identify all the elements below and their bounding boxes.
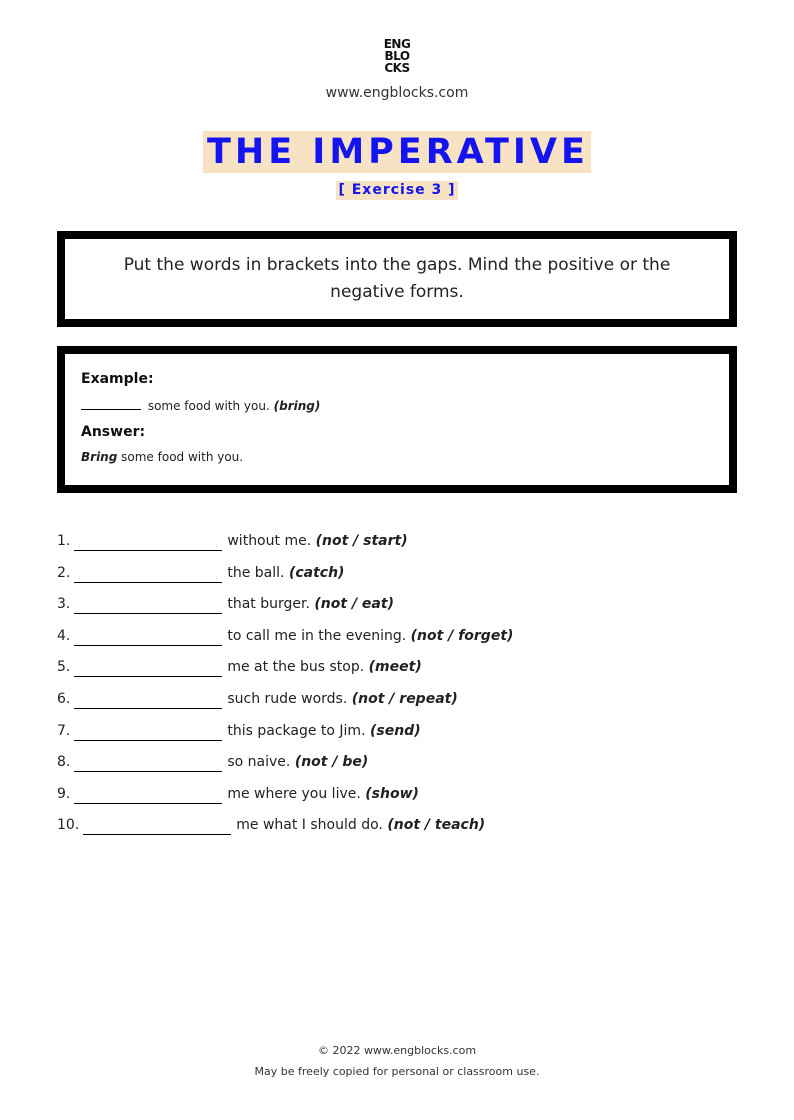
example-label: Example: bbox=[81, 371, 154, 387]
instruction-text: Put the words in brackets into the gaps. Mind the positive or the negative forms. bbox=[123, 255, 671, 302]
item-text: to call me in the evening. bbox=[227, 627, 407, 644]
item-text: the ball. bbox=[227, 564, 285, 581]
engblocks-logo bbox=[0, 38, 794, 74]
answer-blank[interactable] bbox=[74, 595, 222, 614]
item-text: that burger. bbox=[227, 596, 310, 613]
item-number: 4. bbox=[57, 627, 71, 644]
logo-line: ENG bbox=[383, 37, 411, 51]
item-text: this package to Jim. bbox=[227, 722, 366, 739]
item-hint: (not / forget) bbox=[410, 627, 514, 644]
example-box bbox=[57, 346, 737, 493]
example-answer-word: Bring bbox=[81, 450, 118, 464]
item-number: 3. bbox=[57, 596, 71, 613]
site-url[interactable]: www.engblocks.com bbox=[325, 85, 469, 101]
example-question-hint: (bring) bbox=[273, 399, 321, 413]
exercise-item bbox=[57, 626, 737, 658]
subtitle-wrapper bbox=[0, 179, 794, 200]
item-hint: (not / be) bbox=[294, 754, 369, 771]
item-text: me at the bus stop. bbox=[227, 659, 365, 676]
item-number: 7. bbox=[57, 722, 71, 739]
item-hint: (not / teach) bbox=[387, 817, 486, 834]
answer-label: Answer: bbox=[81, 424, 146, 440]
item-hint: (not / repeat) bbox=[351, 690, 458, 707]
example-answer-text: some food with you. bbox=[121, 450, 244, 464]
answer-blank[interactable] bbox=[74, 564, 222, 583]
item-number: 9. bbox=[57, 785, 71, 802]
exercise-item bbox=[57, 721, 737, 753]
exercise-list bbox=[57, 531, 737, 847]
example-answer bbox=[81, 448, 713, 466]
answer-blank[interactable] bbox=[74, 658, 222, 677]
item-number: 5. bbox=[57, 659, 71, 676]
exercise-item bbox=[57, 594, 737, 626]
item-hint: (not / start) bbox=[315, 533, 408, 549]
answer-blank[interactable] bbox=[74, 627, 222, 646]
logo-line: BLO bbox=[384, 49, 410, 63]
exercise-item bbox=[57, 784, 737, 816]
item-hint: (meet) bbox=[368, 659, 422, 676]
item-number: 2. bbox=[57, 564, 71, 581]
footer-note: May be freely copied for personal or classroom use. bbox=[254, 1065, 540, 1078]
exercise-item bbox=[57, 815, 737, 847]
exercise-subtitle: [ Exercise 3 ] bbox=[338, 182, 456, 198]
logo-line: CKS bbox=[384, 61, 410, 75]
exercise-item bbox=[57, 657, 737, 689]
instruction-box bbox=[57, 231, 737, 327]
item-number: 8. bbox=[57, 754, 71, 771]
example-question bbox=[81, 397, 713, 415]
item-number: 10. bbox=[57, 817, 80, 834]
item-number: 6. bbox=[57, 690, 71, 707]
item-text: me where you live. bbox=[227, 785, 361, 802]
example-question-text: some food with you. bbox=[147, 399, 270, 413]
footer-copyright: © 2022 www.engblocks.com bbox=[317, 1044, 477, 1057]
answer-blank[interactable] bbox=[74, 722, 222, 741]
answer-blank[interactable] bbox=[83, 816, 231, 835]
item-hint: (send) bbox=[369, 722, 421, 739]
item-text: so naive. bbox=[227, 754, 291, 771]
item-text: such rude words. bbox=[227, 690, 348, 707]
answer-blank[interactable] bbox=[74, 690, 222, 709]
exercise-item bbox=[57, 752, 737, 784]
item-text: without me. bbox=[227, 533, 312, 549]
exercise-item bbox=[57, 689, 737, 721]
answer-blank[interactable] bbox=[74, 753, 222, 772]
item-number: 1. bbox=[57, 533, 71, 549]
item-hint: (not / eat) bbox=[314, 596, 394, 613]
item-text: me what I should do. bbox=[236, 817, 383, 834]
answer-blank[interactable] bbox=[74, 785, 222, 804]
exercise-item bbox=[57, 563, 737, 595]
example-blank bbox=[81, 409, 141, 410]
item-hint: (catch) bbox=[288, 564, 345, 581]
answer-blank[interactable] bbox=[74, 532, 222, 551]
page-title: THE IMPERATIVE bbox=[203, 131, 591, 173]
exercise-item bbox=[57, 531, 737, 563]
item-hint: (show) bbox=[365, 785, 419, 802]
title-wrapper bbox=[0, 131, 794, 173]
